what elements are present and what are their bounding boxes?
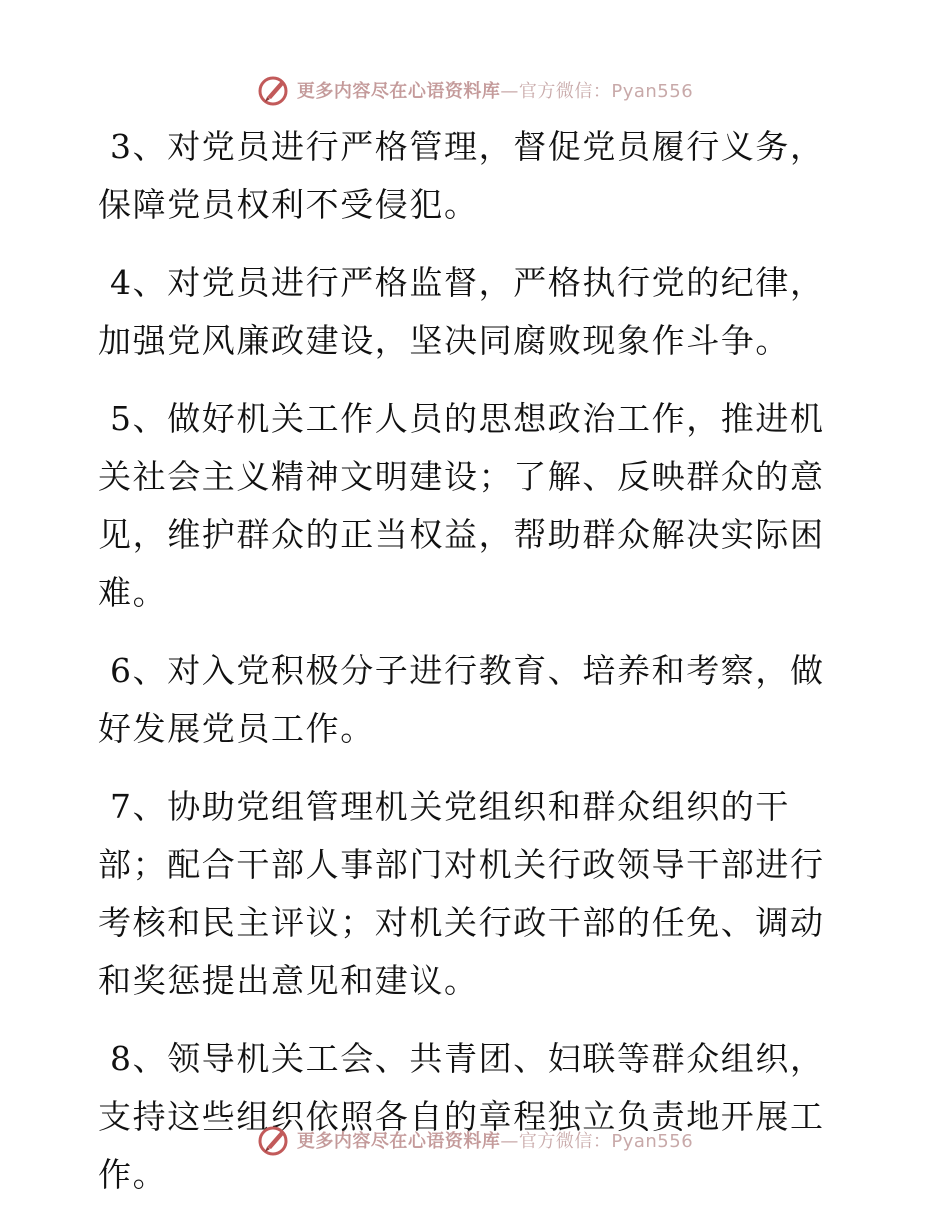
paragraph-7 — [98, 778, 858, 1010]
document-body — [98, 118, 858, 1224]
header-brand-text: 更多内容尽在心语资料库 — [296, 81, 501, 102]
footer-dash: — — [500, 1131, 519, 1152]
paragraph-7-text: 7、协助党组管理机关党组织和群众组织的干部；配合干部人事部门对机关行政领导干部进行考核和民主评议；对机关行政干部的任免、调动和奖惩提出意见和建议。 — [98, 787, 825, 1000]
paragraph-8-text: 8、领导机关工会、共青团、妇联等群众组织，支持这些组织依照各自的章程独立负责地开展工作。 — [98, 1039, 825, 1194]
header-dash: — — [500, 81, 519, 102]
footer-contact-text: 官方微信：Pyan556 — [518, 1131, 694, 1152]
footer-watermark — [0, 1122, 950, 1158]
pen-circle-logo-icon — [257, 73, 291, 107]
footer-brand-text: 更多内容尽在心语资料库 — [296, 1131, 501, 1152]
footer-watermark-text — [297, 1127, 693, 1153]
paragraph-4-text: 4、对党员进行严格监督，严格执行党的纪律，加强党风廉政建设，坚决同腐败现象作斗争。 — [98, 263, 825, 360]
header-watermark — [0, 72, 950, 108]
paragraph-6 — [98, 642, 858, 758]
paragraph-5 — [98, 390, 858, 622]
pen-circle-logo-icon — [257, 1123, 291, 1157]
header-watermark-text — [297, 77, 693, 103]
paragraph-3-text: 3、对党员进行严格管理，督促党员履行义务，保障党员权利不受侵犯。 — [98, 127, 825, 224]
paragraph-3 — [98, 118, 858, 234]
paragraph-4 — [98, 254, 858, 370]
header-contact-text: 官方微信：Pyan556 — [518, 81, 694, 102]
paragraph-5-text: 5、做好机关工作人员的思想政治工作，推进机关社会主义精神文明建设；了解、反映群众的意见，维护群众的正当权益，帮助群众解决实际困难。 — [98, 399, 825, 612]
paragraph-8 — [98, 1030, 858, 1204]
paragraph-6-text: 6、对入党积极分子进行教育、培养和考察，做好发展党员工作。 — [98, 651, 825, 748]
